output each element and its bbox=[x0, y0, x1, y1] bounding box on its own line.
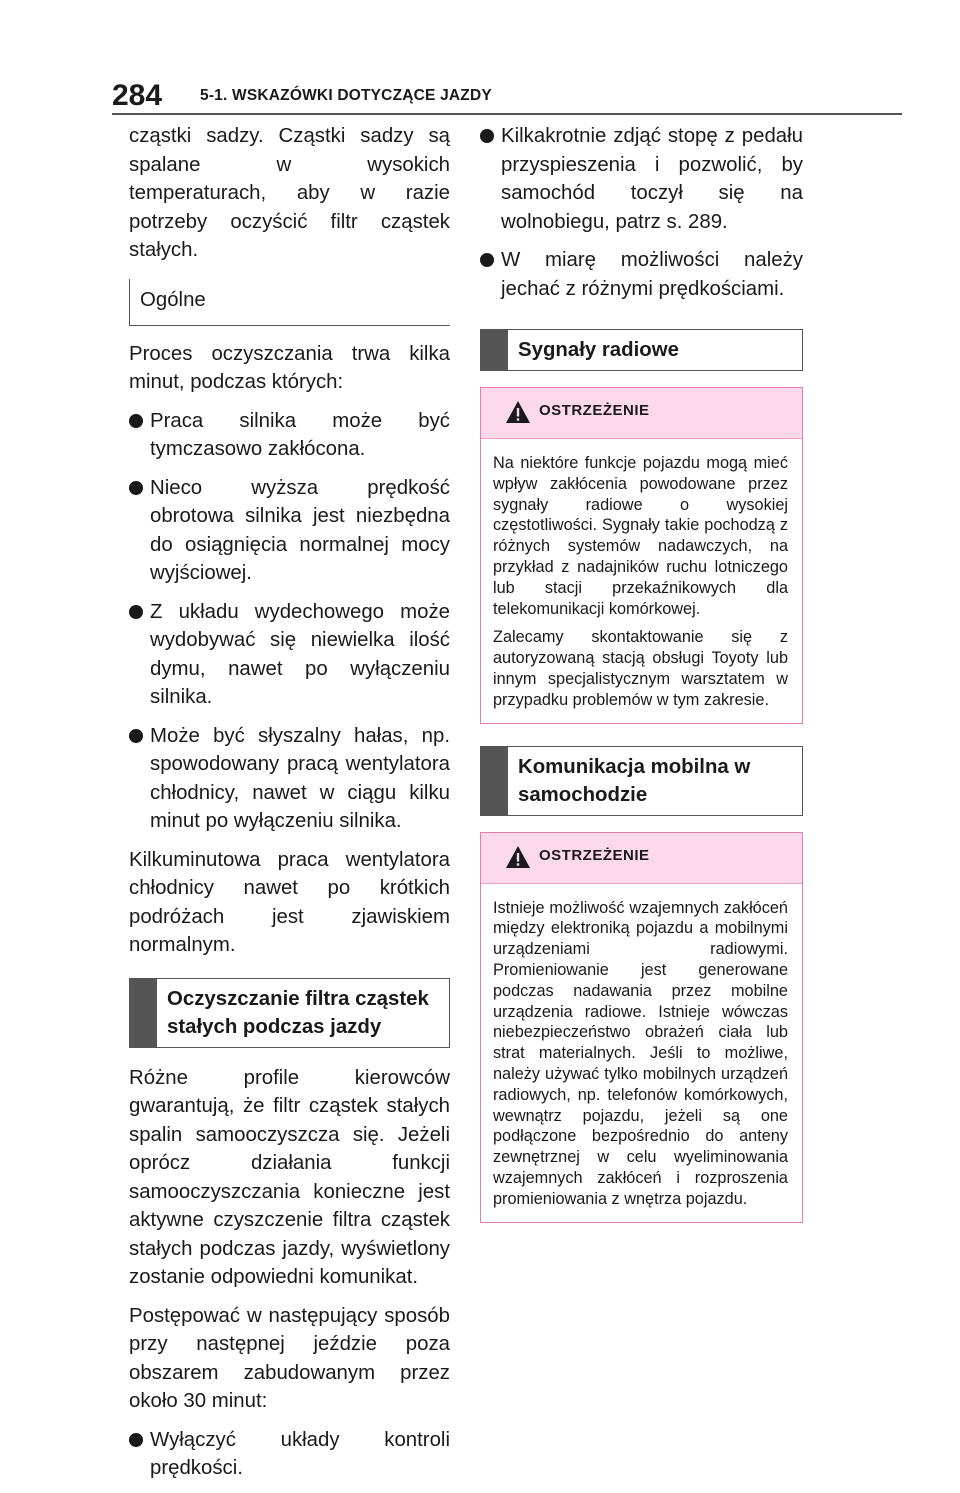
warning-triangle-icon bbox=[505, 400, 531, 424]
cleaning-paragraph-2: Postępować w następujący sposób przy następnej jeździe poza obszarem zabudowanym przez około 30 minut: bbox=[129, 1304, 450, 1412]
warning-paragraph: Na niektóre funkcje pojazdu mogą mieć wpływ zakłócenia powodowane przez sygnały radiowe o wysokiej częstotliwości. Sygnały takie pochodzą z różnych systemów nadawczych, na przykład z nadajników ruchu lotniczego lub stacji przekaźnikowych dla telekomunikacji komórkowej. bbox=[493, 454, 788, 618]
general-after-paragraph: Kilkuminutowa praca wentylatora chłodnicy nawet po krótkich podróżach jest zjawiskiem normalnym. bbox=[129, 848, 450, 956]
warning-paragraph: Istnieje możliwość wzajemnych zakłóceń między elektroniką pojazdu a mobilnymi urządzeniami radiowymi. Promieniowanie jest generowane podczas nadawania przez mobilne urządzenia radiowe. Istnieje wówczas niebezpieczeństwo obrażeń ciała lub strat materialnych. Jeśli to możliwe, należy używać tylko mobilnych urządzeń radiowych, np. telefonów komórkowych, wewnątrz pojazdu, jeżeli są one podłączone bezpośrednio do anteny zewnętrznej w celu wyeliminowania wzajemnych zakłóceń i rozproszenia promieniowania z wnętrza pojazdu. bbox=[493, 898, 788, 1208]
bullet-icon bbox=[129, 1433, 143, 1447]
chapter-title: 5-1. WSKAZÓWKI DOTYCZĄCE JAZDY bbox=[200, 87, 492, 104]
list-item: Praca silnika może być tymczasowo zakłócona. bbox=[129, 407, 450, 464]
section-heading-mobile bbox=[480, 746, 803, 816]
bullet-icon bbox=[129, 605, 143, 619]
warning-title: OSTRZEŻENIE bbox=[539, 402, 650, 419]
warning-header bbox=[481, 833, 802, 884]
list-item: Może być słyszalny hałas, np. spowodowany pracą wentylatora chłodnicy, nawet w ciągu kilku minut po wyłączeniu silnika. bbox=[129, 722, 450, 836]
warning-triangle-icon bbox=[505, 845, 531, 869]
list-item: Wyłączyć układy kontroli prędkości. bbox=[129, 1426, 450, 1483]
heading-bar bbox=[130, 979, 157, 1047]
general-bullet-list bbox=[129, 407, 450, 836]
list-item: Z układu wydechowego może wydobywać się niewielka ilość dymu, nawet po wyłączeniu silnika. bbox=[129, 598, 450, 712]
left-column bbox=[129, 122, 450, 1493]
warning-header bbox=[481, 388, 802, 439]
section-heading-text: Sygnały radiowe bbox=[518, 339, 679, 361]
section-heading-text: Komunikacja mobilna w samochodzie bbox=[518, 755, 751, 806]
list-item: Kilkakrotnie zdjąć stopę z pedału przyspieszenia i pozwolić, by samochód toczył się na wolnobiegu, patrz s. 289. bbox=[480, 122, 803, 236]
bullet-icon bbox=[129, 414, 143, 428]
bullet-icon bbox=[129, 481, 143, 495]
heading-bar bbox=[481, 330, 508, 370]
bullet-icon bbox=[480, 129, 494, 143]
bullet-icon bbox=[480, 253, 494, 267]
general-paragraph: Proces oczyszczania trwa kilka minut, podczas których: bbox=[129, 342, 450, 393]
warning-body bbox=[481, 439, 802, 723]
section-heading-radio bbox=[480, 329, 803, 371]
warning-paragraph: Zalecamy skontaktowanie się z autoryzowaną stacją obsługi Toyoty lub innym specjalistycznym warsztatem w przypadku problemów w tym zakresie. bbox=[493, 628, 788, 709]
warning-box-radio bbox=[480, 387, 803, 724]
right-column bbox=[480, 122, 803, 1241]
page-header bbox=[0, 76, 960, 116]
header-rule bbox=[112, 113, 902, 115]
cleaning-paragraph-1: Różne profile kierowców gwarantują, że filtr cząstek stałych spalin samooczyszcza się. Jeżeli oprócz działania funkcji samooczyszczania konieczne jest aktywne czyszczenie filtra cząstek stałych podczas jazdy, wyświetlony zostanie odpowiedni komunikat. bbox=[129, 1066, 450, 1288]
warning-title: OSTRZEŻENIE bbox=[539, 846, 650, 864]
cleaning-bullet-list bbox=[129, 1426, 450, 1483]
list-item: Nieco wyższa prędkość obrotowa silnika jest niezbędna do osiągnięcia normalnej mocy wyjściowej. bbox=[129, 474, 450, 588]
continued-bullet-list bbox=[480, 122, 803, 303]
list-item: W miarę możliwości należy jechać z różnymi prędkościami. bbox=[480, 246, 803, 303]
bullet-icon bbox=[129, 729, 143, 743]
section-heading-text: Oczyszczanie filtra cząstek stałych podczas jazdy bbox=[167, 987, 429, 1038]
warning-box-mobile bbox=[480, 832, 803, 1223]
section-heading-general: Ogólne bbox=[129, 279, 450, 326]
page-number: 284 bbox=[112, 79, 163, 112]
intro-paragraph: cząstki sadzy. Cząstki sadzy są spalane w wysokich temperaturach, aby w razie potrzeby oczyścić filtr cząstek stałych. bbox=[129, 125, 450, 261]
section-heading-cleaning bbox=[129, 978, 450, 1048]
heading-bar bbox=[481, 747, 508, 815]
warning-body bbox=[481, 884, 802, 1222]
